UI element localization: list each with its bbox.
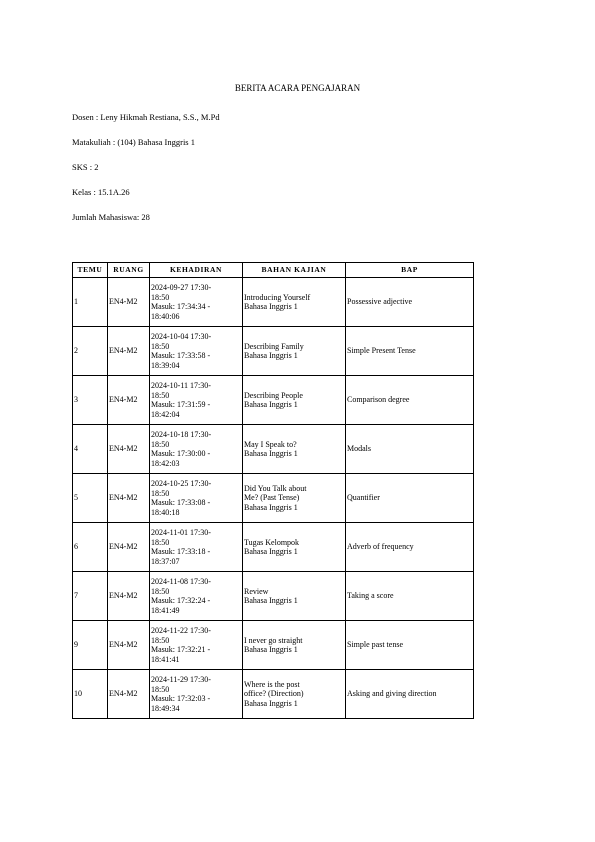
cell-bap: Comparison degree: [346, 376, 474, 425]
cell-bap: Taking a score: [346, 572, 474, 621]
cell-bahan-kajian: Tugas Kelompok Bahasa Inggris 1: [243, 523, 346, 572]
cell-bap: Possessive adjective: [346, 278, 474, 327]
table-row: [73, 278, 474, 327]
cell-bahan-kajian: Describing Family Bahasa Inggris 1: [243, 327, 346, 376]
bap-table: [72, 262, 474, 719]
cell-temu: 3: [73, 376, 108, 425]
cell-temu: 2: [73, 327, 108, 376]
sks-line: SKS : 2: [72, 162, 99, 172]
header-ruang: RUANG: [108, 263, 150, 278]
cell-temu: 7: [73, 572, 108, 621]
cell-ruang: EN4-M2: [108, 670, 150, 719]
cell-ruang: EN4-M2: [108, 621, 150, 670]
cell-temu: 1: [73, 278, 108, 327]
page-title: BERITA ACARA PENGAJARAN: [234, 83, 361, 93]
cell-kehadiran: 2024-10-11 17:30- 18:50 Masuk: 17:31:59 - 18:42:04: [150, 376, 243, 425]
table-row: [73, 572, 474, 621]
table-row: [73, 327, 474, 376]
kelas-line: Kelas : 15.1A.26: [72, 187, 130, 197]
dosen-line: Dosen : Leny Hikmah Restiana, S.S., M.Pd: [72, 112, 220, 122]
cell-bahan-kajian: May I Speak to? Bahasa Inggris 1: [243, 425, 346, 474]
table-row: [73, 376, 474, 425]
header-temu: TEMU: [73, 263, 108, 278]
table-row: [73, 425, 474, 474]
table-row: [73, 670, 474, 719]
cell-temu: 6: [73, 523, 108, 572]
header-bahan-kajian: BAHAN KAJIAN: [243, 263, 346, 278]
cell-ruang: EN4-M2: [108, 523, 150, 572]
cell-bap: Simple past tense: [346, 621, 474, 670]
cell-temu: 9: [73, 621, 108, 670]
cell-ruang: EN4-M2: [108, 278, 150, 327]
cell-temu: 5: [73, 474, 108, 523]
cell-temu: 4: [73, 425, 108, 474]
cell-kehadiran: 2024-09-27 17:30- 18:50 Masuk: 17:34:34 - 18:40:06: [150, 278, 243, 327]
table-row: [73, 523, 474, 572]
cell-bahan-kajian: Introducing Yourself Bahasa Inggris 1: [243, 278, 346, 327]
header-bap: BAP: [346, 263, 474, 278]
cell-bap: Simple Present Tense: [346, 327, 474, 376]
table-header-row: [73, 263, 474, 278]
cell-kehadiran: 2024-11-29 17:30- 18:50 Masuk: 17:32:03 - 18:49:34: [150, 670, 243, 719]
table-row: [73, 474, 474, 523]
cell-bahan-kajian: Did You Talk about Me? (Past Tense) Bahasa Inggris 1: [243, 474, 346, 523]
cell-ruang: EN4-M2: [108, 327, 150, 376]
cell-kehadiran: 2024-11-01 17:30- 18:50 Masuk: 17:33:18 - 18:37:07: [150, 523, 243, 572]
cell-bap: Modals: [346, 425, 474, 474]
cell-bahan-kajian: I never go straight Bahasa Inggris 1: [243, 621, 346, 670]
table-row: [73, 621, 474, 670]
cell-bap: Adverb of frequency: [346, 523, 474, 572]
cell-kehadiran: 2024-11-08 17:30- 18:50 Masuk: 17:32:24 - 18:41:49: [150, 572, 243, 621]
cell-kehadiran: 2024-11-22 17:30- 18:50 Masuk: 17:32:21 - 18:41:41: [150, 621, 243, 670]
cell-bap: Asking and giving direction: [346, 670, 474, 719]
matakuliah-line: Matakuliah : (104) Bahasa Inggris 1: [72, 137, 195, 147]
cell-ruang: EN4-M2: [108, 376, 150, 425]
cell-temu: 10: [73, 670, 108, 719]
cell-bap: Quantifier: [346, 474, 474, 523]
jumlah-mahasiswa-line: Jumlah Mahasiswa: 28: [72, 212, 150, 222]
cell-ruang: EN4-M2: [108, 474, 150, 523]
cell-ruang: EN4-M2: [108, 572, 150, 621]
header-kehadiran: KEHADIRAN: [150, 263, 243, 278]
cell-bahan-kajian: Where is the post office? (Direction) Bahasa Inggris 1: [243, 670, 346, 719]
cell-bahan-kajian: Review Bahasa Inggris 1: [243, 572, 346, 621]
cell-kehadiran: 2024-10-25 17:30- 18:50 Masuk: 17:33:08 - 18:40:18: [150, 474, 243, 523]
cell-ruang: EN4-M2: [108, 425, 150, 474]
cell-kehadiran: 2024-10-04 17:30- 18:50 Masuk: 17:33:58 - 18:39:04: [150, 327, 243, 376]
cell-kehadiran: 2024-10-18 17:30- 18:50 Masuk: 17:30:00 - 18:42:03: [150, 425, 243, 474]
cell-bahan-kajian: Describing People Bahasa Inggris 1: [243, 376, 346, 425]
